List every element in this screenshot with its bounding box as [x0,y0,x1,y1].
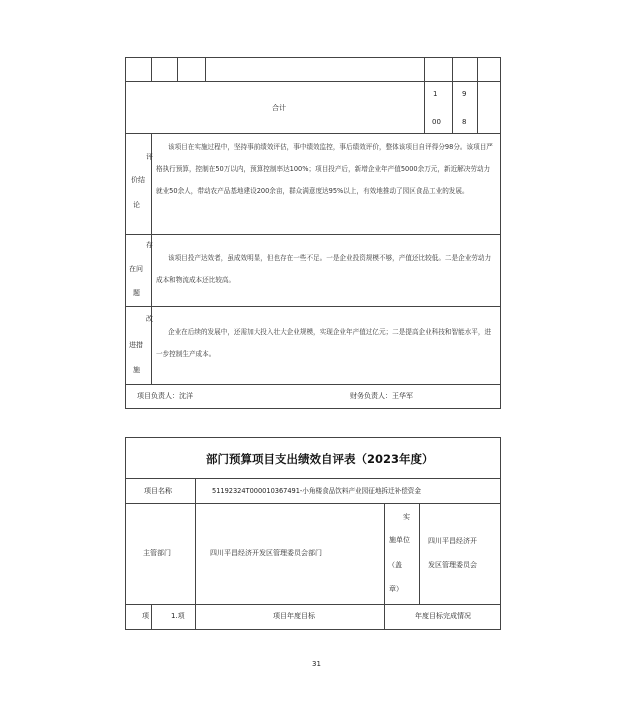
eval-label-1: 评 [146,153,153,161]
improve-label-3: 施 [133,366,140,374]
issue-label-3: 题 [133,289,140,297]
improve-label-1: 改 [146,315,153,323]
annual-goal-label: 项目年度目标 [273,612,315,620]
impl-unit-value-1: 四川平昌经济开 [428,537,477,545]
total-score-bottom: 00 [432,118,441,126]
eval-label-2: 价结 [131,176,145,184]
eval-label-3: 论 [133,201,140,209]
impl-unit-label-4: 章） [389,585,403,593]
row-index: 1.项 [171,612,185,620]
project-lead: 项目负责人：沈洋 [137,392,193,400]
finance-lead: 财务负责人：王华军 [350,392,413,400]
total-label: 合计 [272,104,286,112]
impl-unit-value-2: 发区管理委员会 [428,561,477,569]
impl-unit-label-3: （盖 [388,561,402,569]
impl-unit-label-2: 施单位 [389,536,410,544]
issues-text: 该项目投产达效者，虽成效明显，但也存在一些不足。一是企业投资规模不够，产值还比较低。二是企业劳动力成本和物流成本还比较高。 [156,254,492,284]
improvement-text: 企业在后续的发展中，还需加大投入壮大企业规模，实现企业年产值过亿元；二是提高企业科技和智能水平，进一步控制生产成本。 [156,328,492,358]
table-title: 部门预算项目支出绩效自评表（2023年度） [206,452,434,466]
impl-unit-label-1: 实 [403,513,410,521]
project-name-label: 项目名称 [144,487,172,495]
eval-conclusion-text: 该项目在实施过程中，坚持事前绩效评估，事中绩效监控，事后绩效评价，整体该项目自评得分98分。该项目严格执行预算，控制在50万以内，预算控制率达100%；项目投产后，新增企业年产值5000余万元，新近解决劳动力就业50余人，带动农产品基地建设200余亩，群众满意度达95%以上，有效地推动了园区食品工业的发展。 [156,143,493,195]
issue-label-2: 在问 [129,265,143,273]
dept-value: 四川平昌经济开发区管理委员会部门 [210,549,322,557]
total-self-bottom: 8 [462,118,467,126]
row-label-xiang: 项 [142,612,149,620]
total-score-top: 1 [433,90,438,98]
annual-goal-completion-label: 年度目标完成情况 [415,612,471,620]
improve-label-2: 进措 [129,341,143,349]
project-name-value: 51192324T000010367491-小角楼食品饮料产业园征地拆迁补偿资金 [212,487,421,495]
page-number: 31 [312,660,321,668]
dept-label: 主管部门 [143,549,171,557]
total-self-top: 9 [462,90,467,98]
issue-label-1: 存 [146,241,153,249]
